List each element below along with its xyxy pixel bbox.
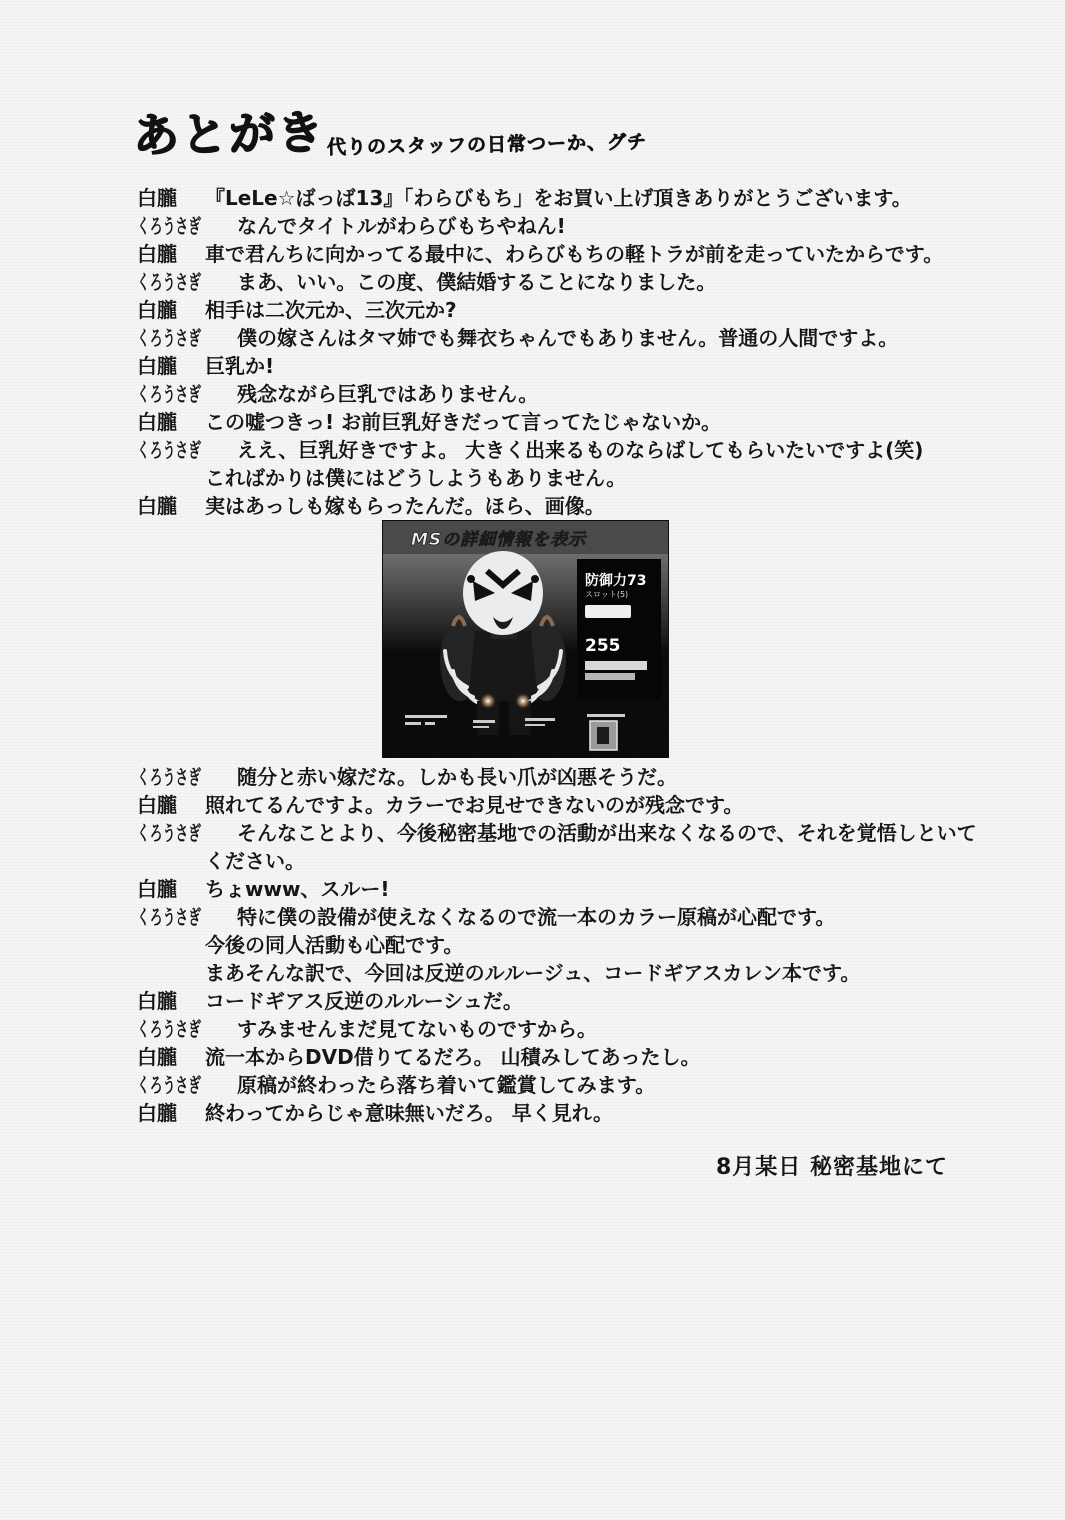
speaker-name: くろうさぎ [137,382,201,406]
dialogue-text: 巨乳か! [205,354,275,378]
menu-cursor-icon [590,721,617,750]
speaker-name: 白朧 [137,186,177,210]
speaker-name: くろうさぎ [137,326,201,350]
dialogue-line [137,268,1047,296]
afterword-header [133,98,647,164]
dialogue-line [137,903,1047,931]
dialogue-line [137,1015,1047,1043]
dialogue-text: 実はあっしも嫁もらったんだ。ほら、画像。 [205,494,605,518]
speaker-name: 白朧 [137,989,177,1013]
dialogue-text: コードギアス反逆のルルーシュだ。 [205,989,523,1013]
dialogue-line [137,352,1047,380]
dialogue-text: 僕の嫁さんはタマ姉でも舞衣ちゃんでもありません。普通の人間ですよ。 [237,326,899,350]
dialogue-text: 終わってからじゃ意味無いだろ。 早く見れ。 [205,1101,613,1125]
speaker-name: くろうさぎ [137,214,201,238]
dialogue-line [137,240,1047,268]
speaker-name: 白朧 [137,877,177,901]
dialogue-line [137,987,1047,1015]
speaker-name: くろうさぎ [137,905,201,929]
dialogue-line [137,408,1047,436]
dialogue-line [137,763,1047,791]
dialogue-line [137,875,1047,903]
dialogue-line [137,847,1047,875]
speaker-name: 白朧 [137,298,177,322]
speaker-name: くろうさぎ [137,765,201,789]
dialogue-line [137,184,1047,212]
speaker-name: くろうさぎ [137,438,201,462]
speaker-name: 白朧 [137,494,177,518]
dialogue-line [137,464,1047,492]
dialogue-text: すみませんまだ見てないものですから。 [237,1017,597,1041]
dialogue-text: 残念ながら巨乳ではありません。 [237,382,539,406]
guren-figure-photo [383,521,668,757]
date-location-note: 8月某日 秘密基地にて [716,1155,948,1180]
speaker-name: くろうさぎ [137,270,201,294]
dialogue-block-top [137,184,1047,520]
dialogue-text: そんなことより、今後秘密基地での活動が出来なくなるので、それを覚悟しといて [237,821,977,845]
dialogue-line [137,1099,1047,1127]
dialogue-line [137,791,1047,819]
speaker-name [137,959,205,987]
dialogue-text: 今後の同人活動も心配です。 [205,933,464,957]
dialogue-line [137,212,1047,240]
stat-value: 255 [585,636,621,656]
dialogue-line [137,436,1047,464]
dialogue-block-bottom [137,763,1047,1127]
dialogue-text: 相手は二次元か、三次元か? [205,298,457,322]
dialogue-line [137,1043,1047,1071]
dialogue-text: まあそんな訳で、今回は反逆のルルージュ、コードギアスカレン本です。 [205,961,861,985]
dialogue-text: 特に僕の設備が使えなくなるので流一本のカラー原稿が心配です。 [237,905,836,929]
dialogue-text: 車で君んちに向かってる最中に、わらびもちの軽トラが前を走っていたからです。 [205,242,944,266]
dialogue-text: ええ、巨乳好きですよ。 大きく出来るものならばしてもらいたいですよ(笑) [237,438,924,462]
dialogue-text: こればかりは僕にはどうしようもありません。 [205,466,627,490]
dialogue-line [137,324,1047,352]
stat-defense: 防御力73 [585,573,647,589]
dialogue-text: 流一本からDVD借りてるだろ。 山積みしてあったし。 [205,1045,701,1069]
speaker-name: 白朧 [137,242,177,266]
banner-text: MSの詳細情報を表示 [411,530,587,550]
afterword-title: あとがき [132,105,326,163]
dialogue-text: ちょwww、スルー! [205,877,390,901]
speaker-name: 白朧 [137,1101,177,1125]
speaker-name: 白朧 [137,793,177,817]
dialogue-line [137,959,1047,987]
speaker-name [137,847,205,875]
dialogue-text: 原稿が終わったら落ち着いて鑑賞してみます。 [237,1073,656,1097]
dialogue-line [137,931,1047,959]
dialogue-text: なんでタイトルがわらびもちやねん! [237,214,566,238]
dialogue-line [137,1071,1047,1099]
dialogue-text: この嘘つきっ! お前巨乳好きだって言ってたじゃないか。 [205,410,722,434]
dialogue-line [137,296,1047,324]
dialogue-text: 照れてるんですよ。カラーでお見せできないのが残念です。 [205,793,744,817]
speaker-name: くろうさぎ [137,1073,201,1097]
dialogue-text: ください。 [205,849,305,873]
speaker-name: 白朧 [137,354,177,378]
afterword-subtitle: 代りのスタッフの日常つーか、グチ [326,131,648,159]
stat-slot: スロット(5) [585,590,629,599]
dialogue-text: まあ、いい。この度、僕結婚することになりました。 [237,270,717,294]
speaker-name: 白朧 [137,1045,177,1069]
speaker-name [137,464,205,492]
speaker-name: くろうさぎ [137,821,201,845]
speaker-name [137,931,205,959]
stats-panel [577,559,661,699]
dialogue-line [137,819,1047,847]
speaker-name: 白朧 [137,410,177,434]
game-screenshot-photo [383,521,668,757]
dialogue-line [137,380,1047,408]
dialogue-text: 随分と赤い嫁だな。しかも長い爪が凶悪そうだ。 [237,765,677,789]
speaker-name: くろうさぎ [137,1017,201,1041]
dialogue-line [137,492,1047,520]
dialogue-text: 『LeLe☆ばっば13』「わらびもち」をお買い上げ頂きありがとうございます。 [205,186,912,210]
